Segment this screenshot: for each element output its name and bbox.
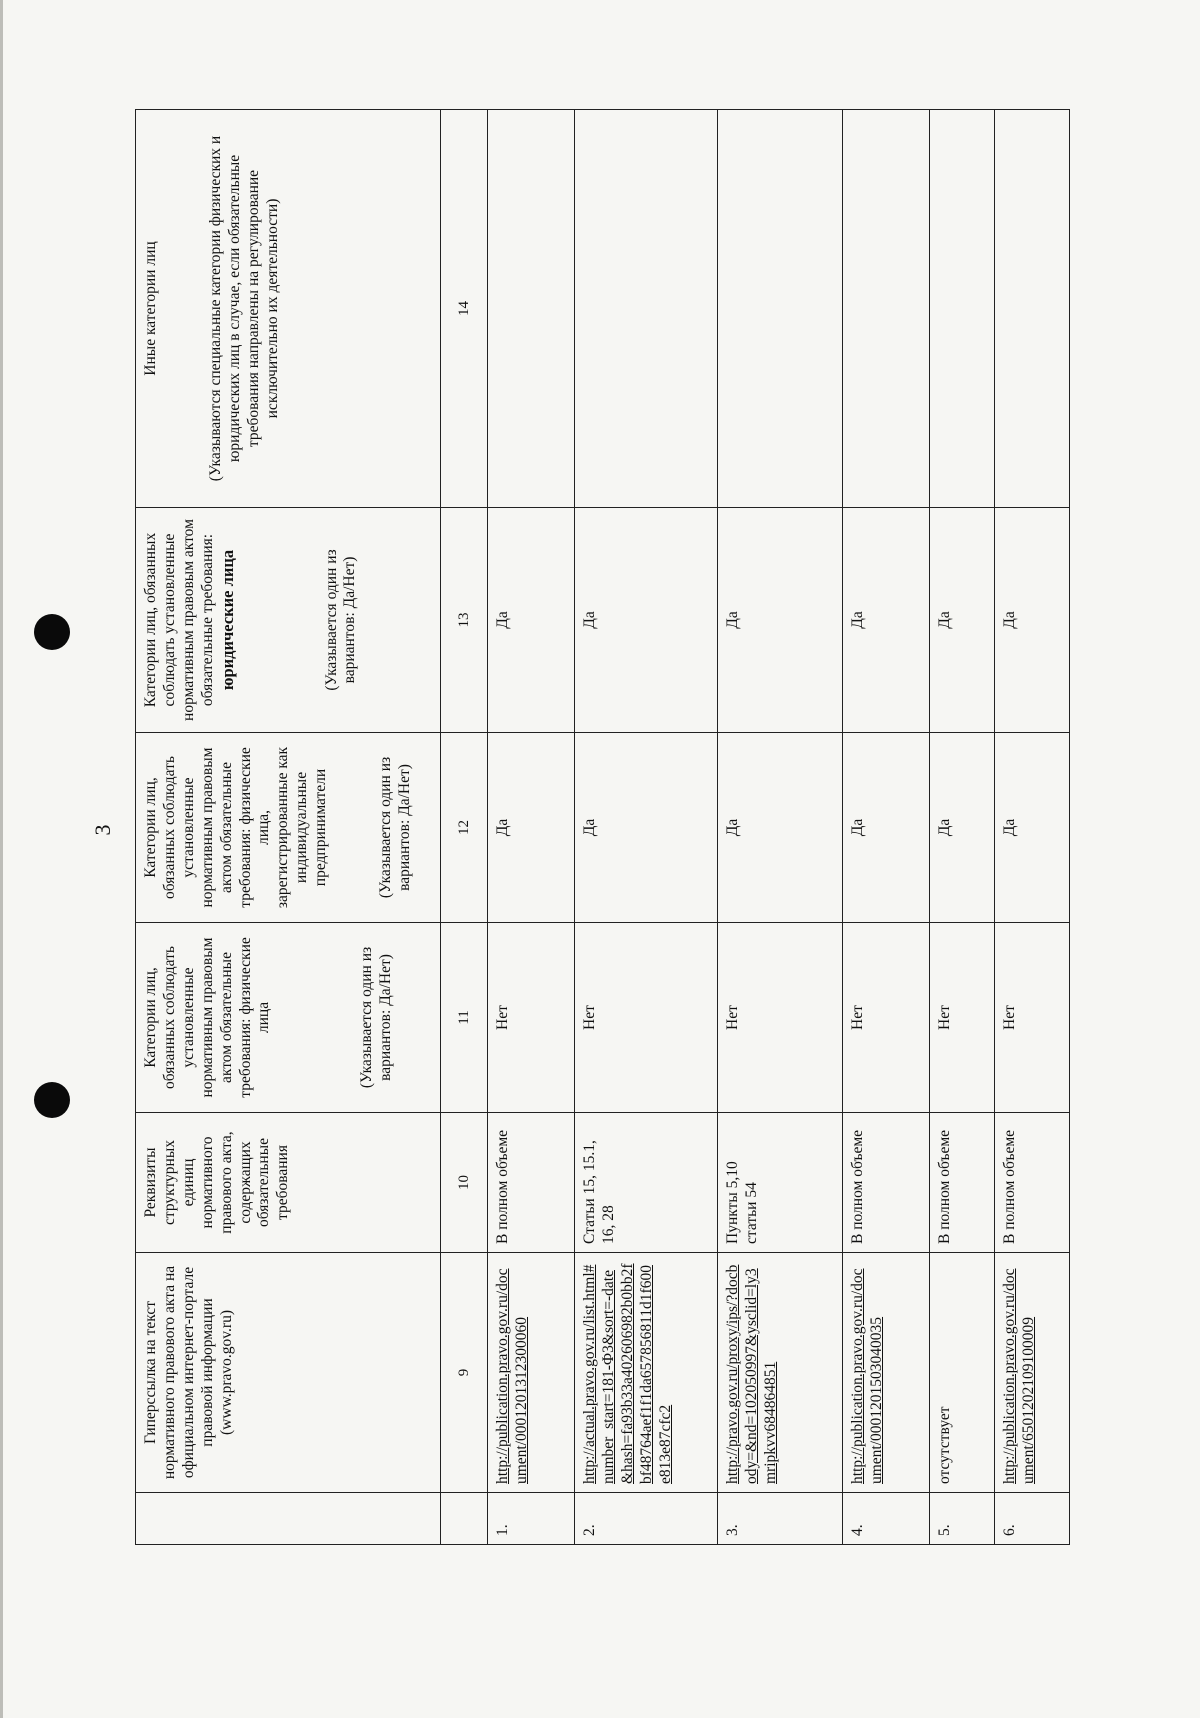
column-number-14: 14 <box>441 110 488 508</box>
column-number-12: 12 <box>441 733 488 923</box>
row-individuals: Нет <box>843 923 930 1113</box>
column-number-row <box>441 110 488 1545</box>
column-number-13: 13 <box>441 508 488 733</box>
row-entrepreneurs: Да <box>930 733 995 923</box>
header-col-14-title: Иные категории лиц <box>142 241 159 376</box>
header-col-13-title-prefix: Категории лиц, обязанных соблюдать установленные нормативным правовым актом обязательные требования: <box>142 519 216 721</box>
header-col-12-title: Категории лиц, обязанных соблюдать установленные нормативным правовым актом обязательные требования: физические лица, зарегистрированные как индивидуальные предприниматели <box>142 746 330 909</box>
row-other <box>718 110 843 508</box>
header-col-10-title: Реквизиты структурных единиц нормативного правового акта, содержащих обязательные требования <box>142 1131 292 1234</box>
column-number-9: 9 <box>441 1253 488 1493</box>
table-row <box>930 110 995 1545</box>
table-row <box>995 110 1070 1545</box>
column-number-10: 10 <box>441 1113 488 1253</box>
document-link[interactable]: http://actual.pravo.gov.ru/list.html#number_start=181-Ф3&sort=-date&hash=fa93b33a402606982b0bb2fbf48764aef1f1da657856811d1f600e813e87cfc2 <box>581 1263 674 1484</box>
header-col-9 <box>136 1253 441 1493</box>
document-link[interactable]: http://publication.pravo.gov.ru/document/0001201503040035 <box>849 1268 885 1484</box>
row-number: 2. <box>575 1493 718 1545</box>
row-link-cell <box>995 1253 1070 1493</box>
row-legal-entities: Да <box>930 508 995 733</box>
table-row <box>575 110 718 1545</box>
document-link[interactable]: http://publication.pravo.gov.ru/document/6501202109100009 <box>1001 1268 1037 1484</box>
row-entrepreneurs: Да <box>718 733 843 923</box>
table-row <box>843 110 930 1545</box>
column-number-blank <box>441 1493 488 1545</box>
table-row <box>718 110 843 1545</box>
row-link-cell <box>843 1253 930 1493</box>
row-units: Пункты 5,10 статьи 54 <box>718 1113 843 1253</box>
row-units: Статьи 15, 15.1, 16, 28 <box>575 1113 718 1253</box>
scan-edge <box>0 0 3 1718</box>
row-legal-entities: Да <box>995 508 1070 733</box>
row-other <box>995 110 1070 508</box>
document-link-absent: отсутствует <box>936 1406 953 1484</box>
header-col-12-hint: (Указывается один из вариантов: Да/Нет) <box>377 756 413 899</box>
row-number: 1. <box>488 1493 575 1545</box>
row-legal-entities: Да <box>718 508 843 733</box>
row-units: В полном объеме <box>995 1113 1070 1253</box>
header-col-9-title: Гиперссылка на текст нормативного правового акта на официальном интернет-портале правовой информации (www.pravo.gov.ru) <box>142 1265 235 1480</box>
header-col-13 <box>136 508 441 733</box>
header-row <box>136 110 441 1545</box>
row-other <box>488 110 575 508</box>
row-legal-entities: Да <box>488 508 575 733</box>
row-units: В полном объеме <box>843 1113 930 1253</box>
header-col-11-title: Категории лиц, обязанных соблюдать установленные нормативным правовым актом обязательные требования: физические лица <box>142 937 273 1098</box>
row-entrepreneurs: Да <box>843 733 930 923</box>
row-individuals: Нет <box>718 923 843 1113</box>
document-link[interactable]: http://pravo.gov.ru/proxy/ips/?docbody=&nd=102050997&ysclid=ly3mripkvv684864851 <box>724 1264 779 1484</box>
row-entrepreneurs: Да <box>488 733 575 923</box>
row-other <box>843 110 930 508</box>
header-col-12 <box>136 733 441 923</box>
header-col-10 <box>136 1113 441 1253</box>
row-number: 6. <box>995 1493 1070 1545</box>
punch-hole-bottom <box>34 1082 70 1118</box>
header-col-13-hint: (Указывается один из вариантов: Да/Нет) <box>322 549 359 691</box>
header-rownum <box>136 1493 441 1545</box>
row-individuals: Нет <box>575 923 718 1113</box>
header-col-11 <box>136 923 441 1113</box>
header-col-13-title <box>142 516 239 724</box>
row-number: 4. <box>843 1493 930 1545</box>
header-col-11-hint: (Указывается один из вариантов: Да/Нет) <box>358 946 395 1089</box>
row-link-cell <box>575 1253 718 1493</box>
row-individuals: Нет <box>930 923 995 1113</box>
header-col-14-hint: (Указываются специальные категории физических и юридических лиц в случае, если обязательные требования направлены на регулирование исключительно их деятельности) <box>206 135 281 482</box>
document-link[interactable]: http://publication.pravo.gov.ru/document/0001201312300060 <box>494 1268 530 1484</box>
row-link-cell <box>718 1253 843 1493</box>
row-link-cell <box>930 1253 995 1493</box>
row-legal-entities: Да <box>843 508 930 733</box>
column-number-11: 11 <box>441 923 488 1113</box>
row-units: В полном объеме <box>930 1113 995 1253</box>
row-other <box>575 110 718 508</box>
row-number: 5. <box>930 1493 995 1545</box>
row-individuals: Нет <box>995 923 1070 1113</box>
row-individuals: Нет <box>488 923 575 1113</box>
punch-hole-top <box>34 614 70 650</box>
table-row <box>488 110 575 1545</box>
row-number: 3. <box>718 1493 843 1545</box>
header-col-13-title-bold: юридические лица <box>217 549 237 691</box>
row-legal-entities: Да <box>575 508 718 733</box>
requirements-table <box>135 110 1055 1545</box>
row-link-cell <box>488 1253 575 1493</box>
header-col-14 <box>136 110 441 508</box>
row-entrepreneurs: Да <box>995 733 1070 923</box>
row-units: В полном объеме <box>488 1113 575 1253</box>
row-other <box>930 110 995 508</box>
row-entrepreneurs: Да <box>575 733 718 923</box>
page-number: 3 <box>90 824 115 836</box>
